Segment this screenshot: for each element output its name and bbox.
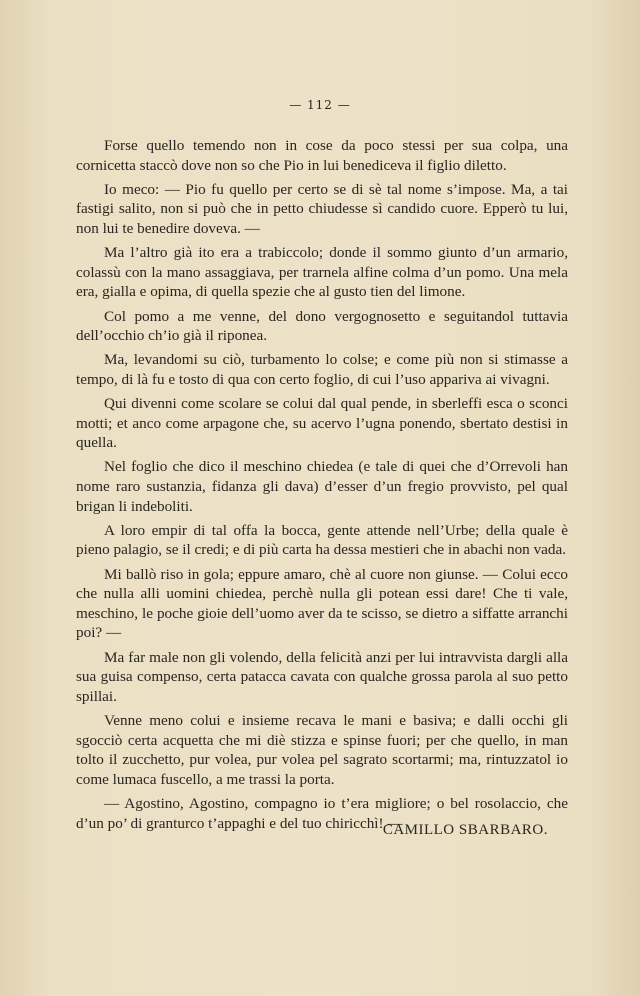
paragraph: Io meco: — Pio fu quello per certo se di sè tal nome s’impose. Ma, a tai fastigi salito, non si può che in petto chiudesse sì candido cuore. Epperò tu lui, non lui te benedire doveva. —: [76, 180, 568, 237]
paragraph: Ma l’altro già ito era a trabiccolo; donde il sommo giunto d’un armario, colassù con la mano assaggiava, per trarnela alfine colma d’un pomo. Una mela era, gialla e opima, di quella spezie che al gusto tien del limone.: [76, 244, 568, 301]
paragraph: Ma, levandomi su ciò, turbamento lo colse; e come più non si stimasse a tempo, di là fu e tosto di qua con certo foglio, di cui l’uso appariva ai vivagni.: [76, 351, 568, 388]
paragraph: Nel foglio che dico il meschino chiedea (e tale di quei che d’Orrevoli han nome raro sustanzia, fidanza gli dava) d’esser d’un fregio provvisto, pel qual brigan li indeboliti.: [76, 458, 568, 515]
paragraph: — Agostino, Agostino, compagno io t’era migliore; o bel rosolaccio, che d’un po’ di granturco t’appaghi e del tuo chiricchì! —: [76, 794, 568, 832]
paragraph: Venne meno colui e insieme recava le mani e basiva; e dalli occhi gli sgocciò certa acquetta che mi diè stizza e spinse fuori; per che quello, in man tolto il zucchetto, pur volea, pur volea pel sagrato scortarmi; ma, rintuzzatol io come lumaca fuscello, a me trassi la porta.: [76, 711, 568, 788]
paragraph: Qui divenni come scolare se colui dal qual pende, in sberleffi esca o sconci motti; et anco come arpagone che, su acervo l’ugna ponendo, sbertato destisi in quella.: [76, 395, 568, 452]
paragraph: Forse quello temendo non in cose da poco stessi per sua colpa, una cornicetta staccò dove non so che Pio in lui benediceva il figlio diletto.: [76, 137, 568, 174]
paragraph: Ma far male non gli volendo, della felicità anzi per lui intravvista dargli alla sua guisa compenso, certa patacca cavata con qualche grossa parola al suo petto spillai.: [76, 648, 568, 705]
paragraph: Col pomo a me venne, del dono vergognosetto e seguitandol tuttavia dell’occhio ch’io già il riponea.: [76, 307, 568, 345]
paragraph: Mi ballò riso in gola; eppure amaro, chè al cuore non giunse. — Colui ecco che nulla alli uomini chiedea, perchè nulla gli potean essi dare! Che ti vale, meschino, le poche gioie dell’uomo aver da te scisso, se dietro a siffatte arranchi poi? —: [76, 565, 568, 642]
paragraph: A loro empir di tal offa la bocca, gente attende nell’Urbe; della quale è pieno palagio, se il credi; e di più carta ha dessa mestieri che in abachi non vada.: [76, 521, 568, 559]
body-text: [76, 136, 568, 838]
page-number: — 112 —: [289, 98, 351, 112]
author-signature: CAMILLO SBARBARO.: [382, 822, 548, 838]
